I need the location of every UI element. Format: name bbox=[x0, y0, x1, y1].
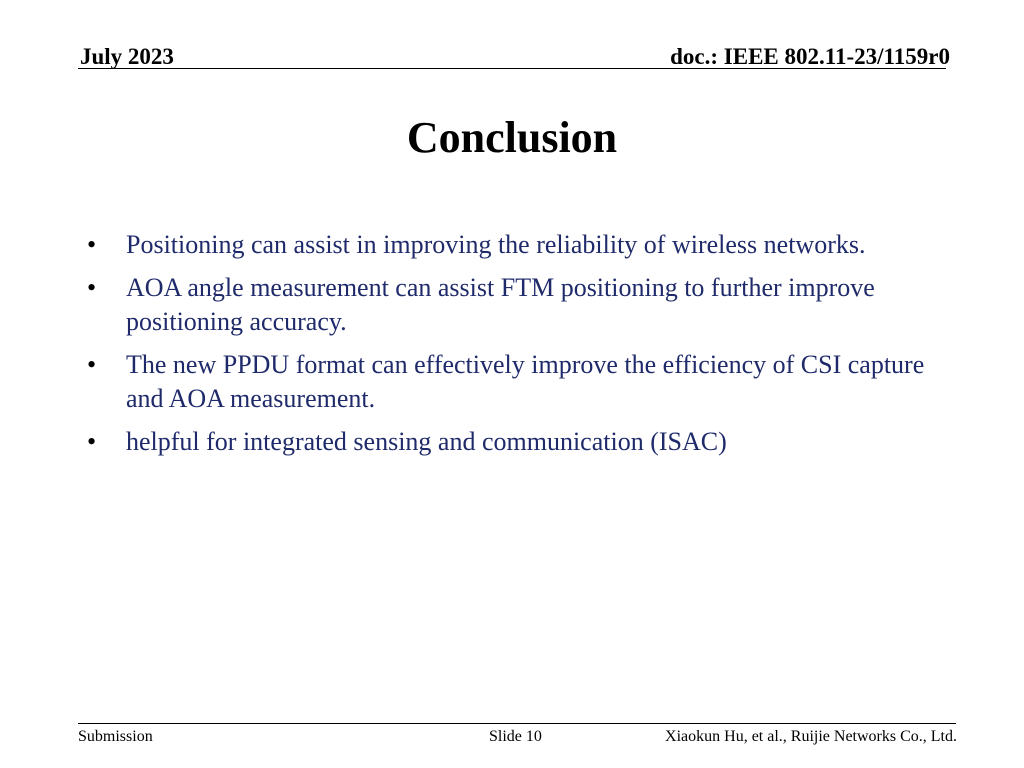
footer-submission: Submission bbox=[78, 728, 153, 745]
bullet-item bbox=[80, 425, 950, 459]
bullet-item bbox=[80, 228, 950, 262]
bullet-item bbox=[80, 348, 950, 416]
bullet-item bbox=[80, 271, 950, 339]
bullet-text: helpful for integrated sensing and communication (ISAC) bbox=[126, 427, 727, 456]
slide-title: Conclusion bbox=[406, 113, 618, 162]
bullet-dot-icon: • bbox=[87, 427, 97, 456]
bullet-text: The new PPDU format can effectively improve the efficiency of CSI capture and AOA measurement. bbox=[126, 350, 925, 413]
header-date: July 2023 bbox=[80, 44, 174, 69]
bullet-text: Positioning can assist in improving the reliability of wireless networks. bbox=[126, 230, 866, 259]
header-divider bbox=[78, 68, 946, 69]
footer-authors: Xiaokun Hu, et al., Ruijie Networks Co., Ltd. bbox=[665, 728, 957, 745]
bullet-text: AOA angle measurement can assist FTM positioning to further improve positioning accuracy. bbox=[126, 273, 875, 336]
footer-divider bbox=[78, 723, 956, 724]
bullet-dot-icon: • bbox=[87, 350, 97, 379]
header-doc-id: doc.: IEEE 802.11-23/1159r0 bbox=[670, 44, 950, 69]
bullet-list bbox=[80, 228, 950, 468]
footer-slide-number: Slide 10 bbox=[489, 728, 542, 745]
bullet-dot-icon: • bbox=[87, 230, 97, 259]
bullet-dot-icon: • bbox=[87, 273, 97, 302]
